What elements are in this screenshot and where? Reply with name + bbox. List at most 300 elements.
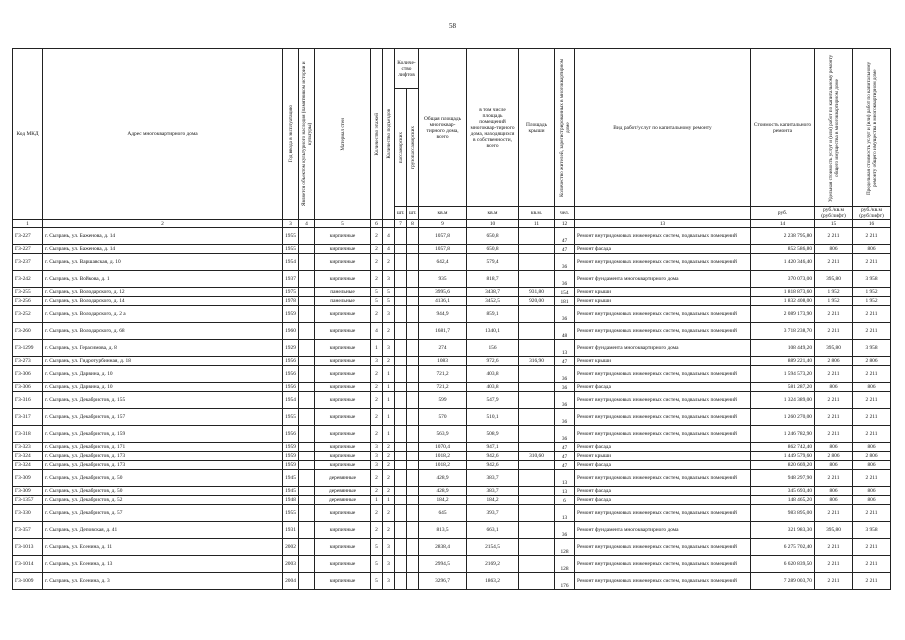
cell-material: кирпичные — [315, 392, 371, 409]
cell-entrances: 3 — [383, 306, 395, 323]
cell-address: г. Сызрань, ул. Есенина, д. 13 — [43, 556, 283, 573]
cell-entrances: 2 — [383, 505, 395, 522]
cell-roof — [519, 228, 555, 245]
cell-lp — [395, 556, 407, 573]
cell-lc — [407, 539, 419, 556]
cell-owned: 663,1 — [467, 522, 519, 539]
cell-lp — [395, 306, 407, 323]
cell-roof — [519, 306, 555, 323]
cell-max: 2 211 — [853, 306, 891, 323]
cell-address: г. Сызрань, ул. Володарского, д. 68 — [43, 323, 283, 340]
cell-unit: 2 211 — [815, 573, 853, 590]
table-row — [13, 392, 891, 409]
header-address: Адрес многоквартирного дома — [43, 49, 283, 220]
cell-year: 1948 — [283, 496, 299, 505]
cell-cost: 1 818 873,60 — [751, 288, 815, 297]
cell-year: 1945 — [283, 487, 299, 496]
cell-heritage — [299, 245, 315, 254]
header-floors: Количество этажей — [371, 49, 383, 220]
cell-material: деревянные — [315, 496, 371, 505]
cell-lc — [407, 522, 419, 539]
cell-residents: 36 — [555, 271, 575, 288]
cell-floors: 3 — [371, 461, 383, 470]
cell-max: 806 — [853, 461, 891, 470]
cell-unit: 2 806 — [815, 357, 853, 366]
cell-residents: 128 — [555, 556, 575, 573]
cell-entrances: 2 — [383, 522, 395, 539]
cell-cost: 6 275 702,40 — [751, 539, 815, 556]
cell-cost: 820 669,20 — [751, 461, 815, 470]
cell-cost: 108 449,20 — [751, 340, 815, 357]
cell-max: 2 211 — [853, 573, 891, 590]
cell-address: г. Сызрань, ул. Баженова, д. 14 — [43, 228, 283, 245]
cell-residents: 47 — [555, 357, 575, 366]
cell-address: г. Сызрань, ул. Володарского, д. 14 — [43, 297, 283, 306]
table-row — [13, 323, 891, 340]
cell-lp — [395, 392, 407, 409]
cell-lc — [407, 306, 419, 323]
cell-year: 1954 — [283, 254, 299, 271]
cell-work: Ремонт внутридомовых инженерных систем, подвальных помещений — [575, 254, 751, 271]
cell-max: 3 958 — [853, 522, 891, 539]
cell-max: 806 — [853, 487, 891, 496]
cell-owned: 2169,2 — [467, 556, 519, 573]
table-row — [13, 556, 891, 573]
cell-address: г. Сызрань, ул. Баженова, д. 14 — [43, 245, 283, 254]
cell-owned: 156 — [467, 340, 519, 357]
cell-cost: 581 287,20 — [751, 383, 815, 392]
cell-code: Г3-306 — [13, 366, 43, 383]
cell-lp — [395, 288, 407, 297]
column-number: 14 — [751, 220, 815, 228]
column-number: 13 — [575, 220, 751, 228]
cell-lp — [395, 340, 407, 357]
cell-material: деревянные — [315, 470, 371, 487]
cell-code: Г3-318 — [13, 426, 43, 443]
cell-roof: 920,00 — [519, 297, 555, 306]
cell-work: Ремонт фасада — [575, 383, 751, 392]
cell-work: Ремонт внутридомовых инженерных систем, подвальных помещений — [575, 573, 751, 590]
cell-year: 1959 — [283, 461, 299, 470]
cell-residents: 36 — [555, 522, 575, 539]
cell-year: 1945 — [283, 470, 299, 487]
cell-heritage — [299, 409, 315, 426]
cell-lc — [407, 297, 419, 306]
cell-max: 2 806 — [853, 357, 891, 366]
cell-material: кирпичные — [315, 409, 371, 426]
table-row — [13, 461, 891, 470]
cell-roof — [519, 505, 555, 522]
cell-entrances: 4 — [383, 228, 395, 245]
cell-code: Г3-316 — [13, 392, 43, 409]
cell-year: 1959 — [283, 452, 299, 461]
cell-lp — [395, 522, 407, 539]
cell-area: 935 — [419, 271, 467, 288]
cell-cost: 983 895,00 — [751, 505, 815, 522]
cell-owned: 818,7 — [467, 271, 519, 288]
cell-heritage — [299, 452, 315, 461]
cell-floors: 1 — [371, 496, 383, 505]
cell-owned: 650,8 — [467, 228, 519, 245]
cell-lp — [395, 383, 407, 392]
cell-year: 1931 — [283, 522, 299, 539]
cell-work: Ремонт фундамента многоквартирного дома — [575, 522, 751, 539]
cell-roof: 316,90 — [519, 357, 555, 366]
cell-area: 3296,7 — [419, 573, 467, 590]
cell-owned: 1340,1 — [467, 323, 519, 340]
cell-material: кирпичные — [315, 254, 371, 271]
cell-address: г. Сызрань, ул. Володарского, д. 12 — [43, 288, 283, 297]
cell-residents: 47 — [555, 245, 575, 254]
cell-lc — [407, 228, 419, 245]
cell-cost: 889 221,40 — [751, 357, 815, 366]
cell-floors: 5 — [371, 573, 383, 590]
cell-area: 1083 — [419, 357, 467, 366]
header-work: Вид работ/услуг по капитальному ремонту — [575, 49, 751, 207]
cell-material: кирпичные — [315, 443, 371, 452]
cell-work: Ремонт внутридомовых инженерных систем, подвальных помещений — [575, 392, 751, 409]
table-row — [13, 271, 891, 288]
cell-heritage — [299, 539, 315, 556]
cell-residents: 47 — [555, 461, 575, 470]
cell-unit: 2 211 — [815, 539, 853, 556]
cell-unit: 806 — [815, 443, 853, 452]
page-number: 58 — [449, 22, 456, 30]
cell-heritage — [299, 340, 315, 357]
cell-work: Ремонт крыши — [575, 288, 751, 297]
cell-floors: 2 — [371, 470, 383, 487]
cell-cost: 3 718 238,70 — [751, 323, 815, 340]
cell-material: кирпичные — [315, 228, 371, 245]
cell-material: панельные — [315, 297, 371, 306]
cell-area: 4136,1 — [419, 297, 467, 306]
header-entrances: Количество подъездов — [383, 49, 395, 220]
cell-floors: 5 — [371, 556, 383, 573]
cell-work: Ремонт крыши — [575, 452, 751, 461]
cell-area: 1018,2 — [419, 452, 467, 461]
cell-heritage — [299, 505, 315, 522]
cell-residents: 128 — [555, 539, 575, 556]
cell-owned: 508,9 — [467, 426, 519, 443]
cell-entrances: 1 — [383, 392, 395, 409]
cell-floors: 2 — [371, 392, 383, 409]
cell-owned: 3438,7 — [467, 288, 519, 297]
cell-code: Г3-1014 — [13, 556, 43, 573]
cell-residents: 176 — [555, 573, 575, 590]
header-max-cost: Предельная стоимость услуг и (или) работ по капитальному ремонту общего имущества в многоквартирном доме — [853, 49, 891, 207]
cell-floors: 5 — [371, 297, 383, 306]
column-number: 6 — [371, 220, 383, 228]
table-row — [13, 470, 891, 487]
cell-owned: 942,6 — [467, 461, 519, 470]
cell-entrances: 5 — [383, 297, 395, 306]
cell-owned: 510,1 — [467, 409, 519, 426]
cell-floors: 5 — [371, 539, 383, 556]
cell-code: Г3-255 — [13, 288, 43, 297]
cell-residents: 48 — [555, 323, 575, 340]
cell-entrances: 2 — [383, 487, 395, 496]
column-number: 15 — [815, 220, 853, 228]
cell-year: 1956 — [283, 366, 299, 383]
cell-heritage — [299, 426, 315, 443]
table-row — [13, 383, 891, 392]
cell-residents: 47 — [555, 443, 575, 452]
cell-max: 2 211 — [853, 228, 891, 245]
cell-entrances: 2 — [383, 357, 395, 366]
cell-roof — [519, 461, 555, 470]
cell-unit: 2 211 — [815, 505, 853, 522]
cell-work: Ремонт фасада — [575, 461, 751, 470]
cell-owned: 184,2 — [467, 496, 519, 505]
cell-max: 2 211 — [853, 254, 891, 271]
cell-address: г. Сызрань, ул. Гидротурбинная, д. 18 — [43, 357, 283, 366]
cell-floors: 2 — [371, 245, 383, 254]
cell-material: панельные — [315, 288, 371, 297]
cell-unit: 2 211 — [815, 323, 853, 340]
cell-heritage — [299, 297, 315, 306]
cell-address: г. Сызрань, ул. Декабристов, д. 171 — [43, 443, 283, 452]
cell-work: Ремонт фундамента многоквартирного дома — [575, 271, 751, 288]
cell-lc — [407, 487, 419, 496]
cell-floors: 3 — [371, 452, 383, 461]
cell-entrances: 1 — [383, 496, 395, 505]
cell-year: 1959 — [283, 306, 299, 323]
cell-address: г. Сызрань, ул. Варшавская, д. 10 — [43, 254, 283, 271]
cell-owned: 403,8 — [467, 366, 519, 383]
cell-floors: 2 — [371, 271, 383, 288]
cell-owned: 383,7 — [467, 487, 519, 496]
cell-year: 2004 — [283, 573, 299, 590]
cell-cost: 148 465,20 — [751, 496, 815, 505]
cell-lp — [395, 539, 407, 556]
cell-area: 2994,5 — [419, 556, 467, 573]
table-row — [13, 426, 891, 443]
cell-cost: 1 449 579,60 — [751, 452, 815, 461]
table-row — [13, 297, 891, 306]
unit-work — [575, 207, 751, 220]
table-row — [13, 366, 891, 383]
cell-max: 806 — [853, 383, 891, 392]
cell-material: кирпичные — [315, 556, 371, 573]
cell-unit: 2 211 — [815, 470, 853, 487]
cell-unit: 806 — [815, 461, 853, 470]
cell-code: Г3-227 — [13, 228, 43, 245]
cell-max: 1 952 — [853, 288, 891, 297]
cell-code: Г3-273 — [13, 357, 43, 366]
cell-area: 599 — [419, 392, 467, 409]
cell-area: 563,9 — [419, 426, 467, 443]
cell-unit: 1 952 — [815, 297, 853, 306]
unit-lifts-passenger: шт. — [395, 207, 407, 220]
cell-unit: 2 806 — [815, 452, 853, 461]
cell-heritage — [299, 496, 315, 505]
cell-floors: 1 — [371, 340, 383, 357]
cell-owned: 393,7 — [467, 505, 519, 522]
cell-roof — [519, 573, 555, 590]
cell-entrances: 1 — [383, 366, 395, 383]
header-lifts-cargo: грузопассажирских — [407, 89, 419, 207]
table-row — [13, 487, 891, 496]
cell-unit: 2 211 — [815, 409, 853, 426]
cell-address: г. Сызрань, ул. Декабристов, д. 155 — [43, 392, 283, 409]
table-row — [13, 228, 891, 245]
cell-floors: 2 — [371, 426, 383, 443]
cell-lc — [407, 288, 419, 297]
cell-material: кирпичные — [315, 426, 371, 443]
cell-year: 1978 — [283, 297, 299, 306]
cell-roof — [519, 443, 555, 452]
cell-roof — [519, 254, 555, 271]
cell-area: 1057,8 — [419, 228, 467, 245]
cell-work: Ремонт крыши — [575, 297, 751, 306]
cell-residents: 13 — [555, 505, 575, 522]
cell-code: Г3-237 — [13, 254, 43, 271]
cell-owned: 1863,2 — [467, 573, 519, 590]
table-row — [13, 452, 891, 461]
cell-heritage — [299, 228, 315, 245]
cell-lp — [395, 409, 407, 426]
cell-work: Ремонт фасада — [575, 487, 751, 496]
cell-area: 570 — [419, 409, 467, 426]
cell-entrances: 3 — [383, 573, 395, 590]
cell-unit: 2 211 — [815, 556, 853, 573]
cell-year: 1956 — [283, 383, 299, 392]
cell-entrances: 2 — [383, 452, 395, 461]
cell-year: 1975 — [283, 288, 299, 297]
cell-area: 642,4 — [419, 254, 467, 271]
cell-unit: 2 211 — [815, 392, 853, 409]
cell-roof — [519, 556, 555, 573]
cell-max: 3 958 — [853, 271, 891, 288]
cell-residents: 36 — [555, 409, 575, 426]
cell-year: 1955 — [283, 505, 299, 522]
cell-floors: 2 — [371, 228, 383, 245]
cell-work: Ремонт фасада — [575, 443, 751, 452]
cell-heritage — [299, 522, 315, 539]
cell-area: 813,5 — [419, 522, 467, 539]
cell-max: 2 211 — [853, 470, 891, 487]
cell-cost: 1 246 782,90 — [751, 426, 815, 443]
cell-max: 2 211 — [853, 539, 891, 556]
header-code: Код МКД — [13, 49, 43, 220]
cell-lc — [407, 573, 419, 590]
cell-cost: 321 983,30 — [751, 522, 815, 539]
cell-cost: 2 089 173,90 — [751, 306, 815, 323]
cell-address: г. Сызрань, ул. Декабристов, д. 57 — [43, 505, 283, 522]
cell-owned: 383,7 — [467, 470, 519, 487]
column-number: 2 — [43, 220, 283, 228]
header-cost: Стоимость капитального ремонта — [751, 49, 815, 207]
cell-max: 2 211 — [853, 426, 891, 443]
cell-unit: 2 211 — [815, 426, 853, 443]
cell-roof — [519, 340, 555, 357]
cell-lp — [395, 573, 407, 590]
cell-address: г. Сызрань, ул. Декабристов, д. 50 — [43, 487, 283, 496]
cell-material: кирпичные — [315, 271, 371, 288]
cell-lp — [395, 461, 407, 470]
cell-cost: 2 238 795,80 — [751, 228, 815, 245]
cell-roof — [519, 522, 555, 539]
cell-lc — [407, 505, 419, 522]
cell-entrances: 5 — [383, 288, 395, 297]
table-row — [13, 522, 891, 539]
column-number: 11 — [519, 220, 555, 228]
table-row — [13, 409, 891, 426]
cell-unit: 2 211 — [815, 228, 853, 245]
cell-address: г. Сызрань, ул. Декабристов, д. 159 — [43, 426, 283, 443]
cell-address: г. Сызрань, ул. Герасимова, д. 8 — [43, 340, 283, 357]
cell-code: Г3-252 — [13, 306, 43, 323]
cell-lc — [407, 383, 419, 392]
cell-entrances: 2 — [383, 254, 395, 271]
cell-lp — [395, 496, 407, 505]
cell-heritage — [299, 357, 315, 366]
table-row — [13, 505, 891, 522]
cell-heritage — [299, 556, 315, 573]
cell-address: г. Сызрань, ул. Есенина, д. 3 — [43, 573, 283, 590]
column-number: 7 — [395, 220, 407, 228]
cell-residents: 47 — [555, 228, 575, 245]
cell-material: кирпичные — [315, 539, 371, 556]
cell-address: г. Сызрань, ул. Дарвина, д. 10 — [43, 366, 283, 383]
cell-lp — [395, 357, 407, 366]
cell-work: Ремонт внутридомовых инженерных систем, подвальных помещений — [575, 306, 751, 323]
cell-residents: 36 — [555, 366, 575, 383]
cell-max: 806 — [853, 245, 891, 254]
cell-material: кирпичные — [315, 366, 371, 383]
cell-lc — [407, 366, 419, 383]
cell-max: 2 211 — [853, 505, 891, 522]
cell-lp — [395, 505, 407, 522]
cell-material: кирпичные — [315, 461, 371, 470]
cell-cost: 1 260 270,00 — [751, 409, 815, 426]
cell-roof — [519, 383, 555, 392]
table-row — [13, 254, 891, 271]
cell-cost: 345 693,40 — [751, 487, 815, 496]
cell-code: Г3-357 — [13, 522, 43, 539]
header-heritage: Является объектом культурного наследия (памятником истории и культуры) — [299, 49, 315, 220]
cell-floors: 3 — [371, 357, 383, 366]
cell-work: Ремонт внутридомовых инженерных систем, подвальных помещений — [575, 470, 751, 487]
cell-code: Г3-309 — [13, 487, 43, 496]
column-number: 4 — [299, 220, 315, 228]
cell-material: кирпичные — [315, 357, 371, 366]
cell-area: 184,2 — [419, 496, 467, 505]
cell-lc — [407, 556, 419, 573]
cell-owned: 650,8 — [467, 245, 519, 254]
cell-lp — [395, 487, 407, 496]
unit-lifts-cargo: шт. — [407, 207, 419, 220]
cell-entrances: 2 — [383, 443, 395, 452]
cell-year: 1959 — [283, 443, 299, 452]
cell-area: 721,2 — [419, 366, 467, 383]
table-row — [13, 496, 891, 505]
table-row — [13, 306, 891, 323]
cell-year: 1956 — [283, 357, 299, 366]
cell-area: 3995,6 — [419, 288, 467, 297]
cell-floors: 3 — [371, 443, 383, 452]
column-number: 3 — [283, 220, 299, 228]
cell-heritage — [299, 288, 315, 297]
cell-lp — [395, 452, 407, 461]
cell-floors: 2 — [371, 505, 383, 522]
cell-heritage — [299, 443, 315, 452]
cell-floors: 2 — [371, 366, 383, 383]
cell-unit: 806 — [815, 245, 853, 254]
cell-work: Ремонт внутридомовых инженерных систем, подвальных помещений — [575, 323, 751, 340]
cell-code: Г3-309 — [13, 470, 43, 487]
cell-entrances: 3 — [383, 340, 395, 357]
